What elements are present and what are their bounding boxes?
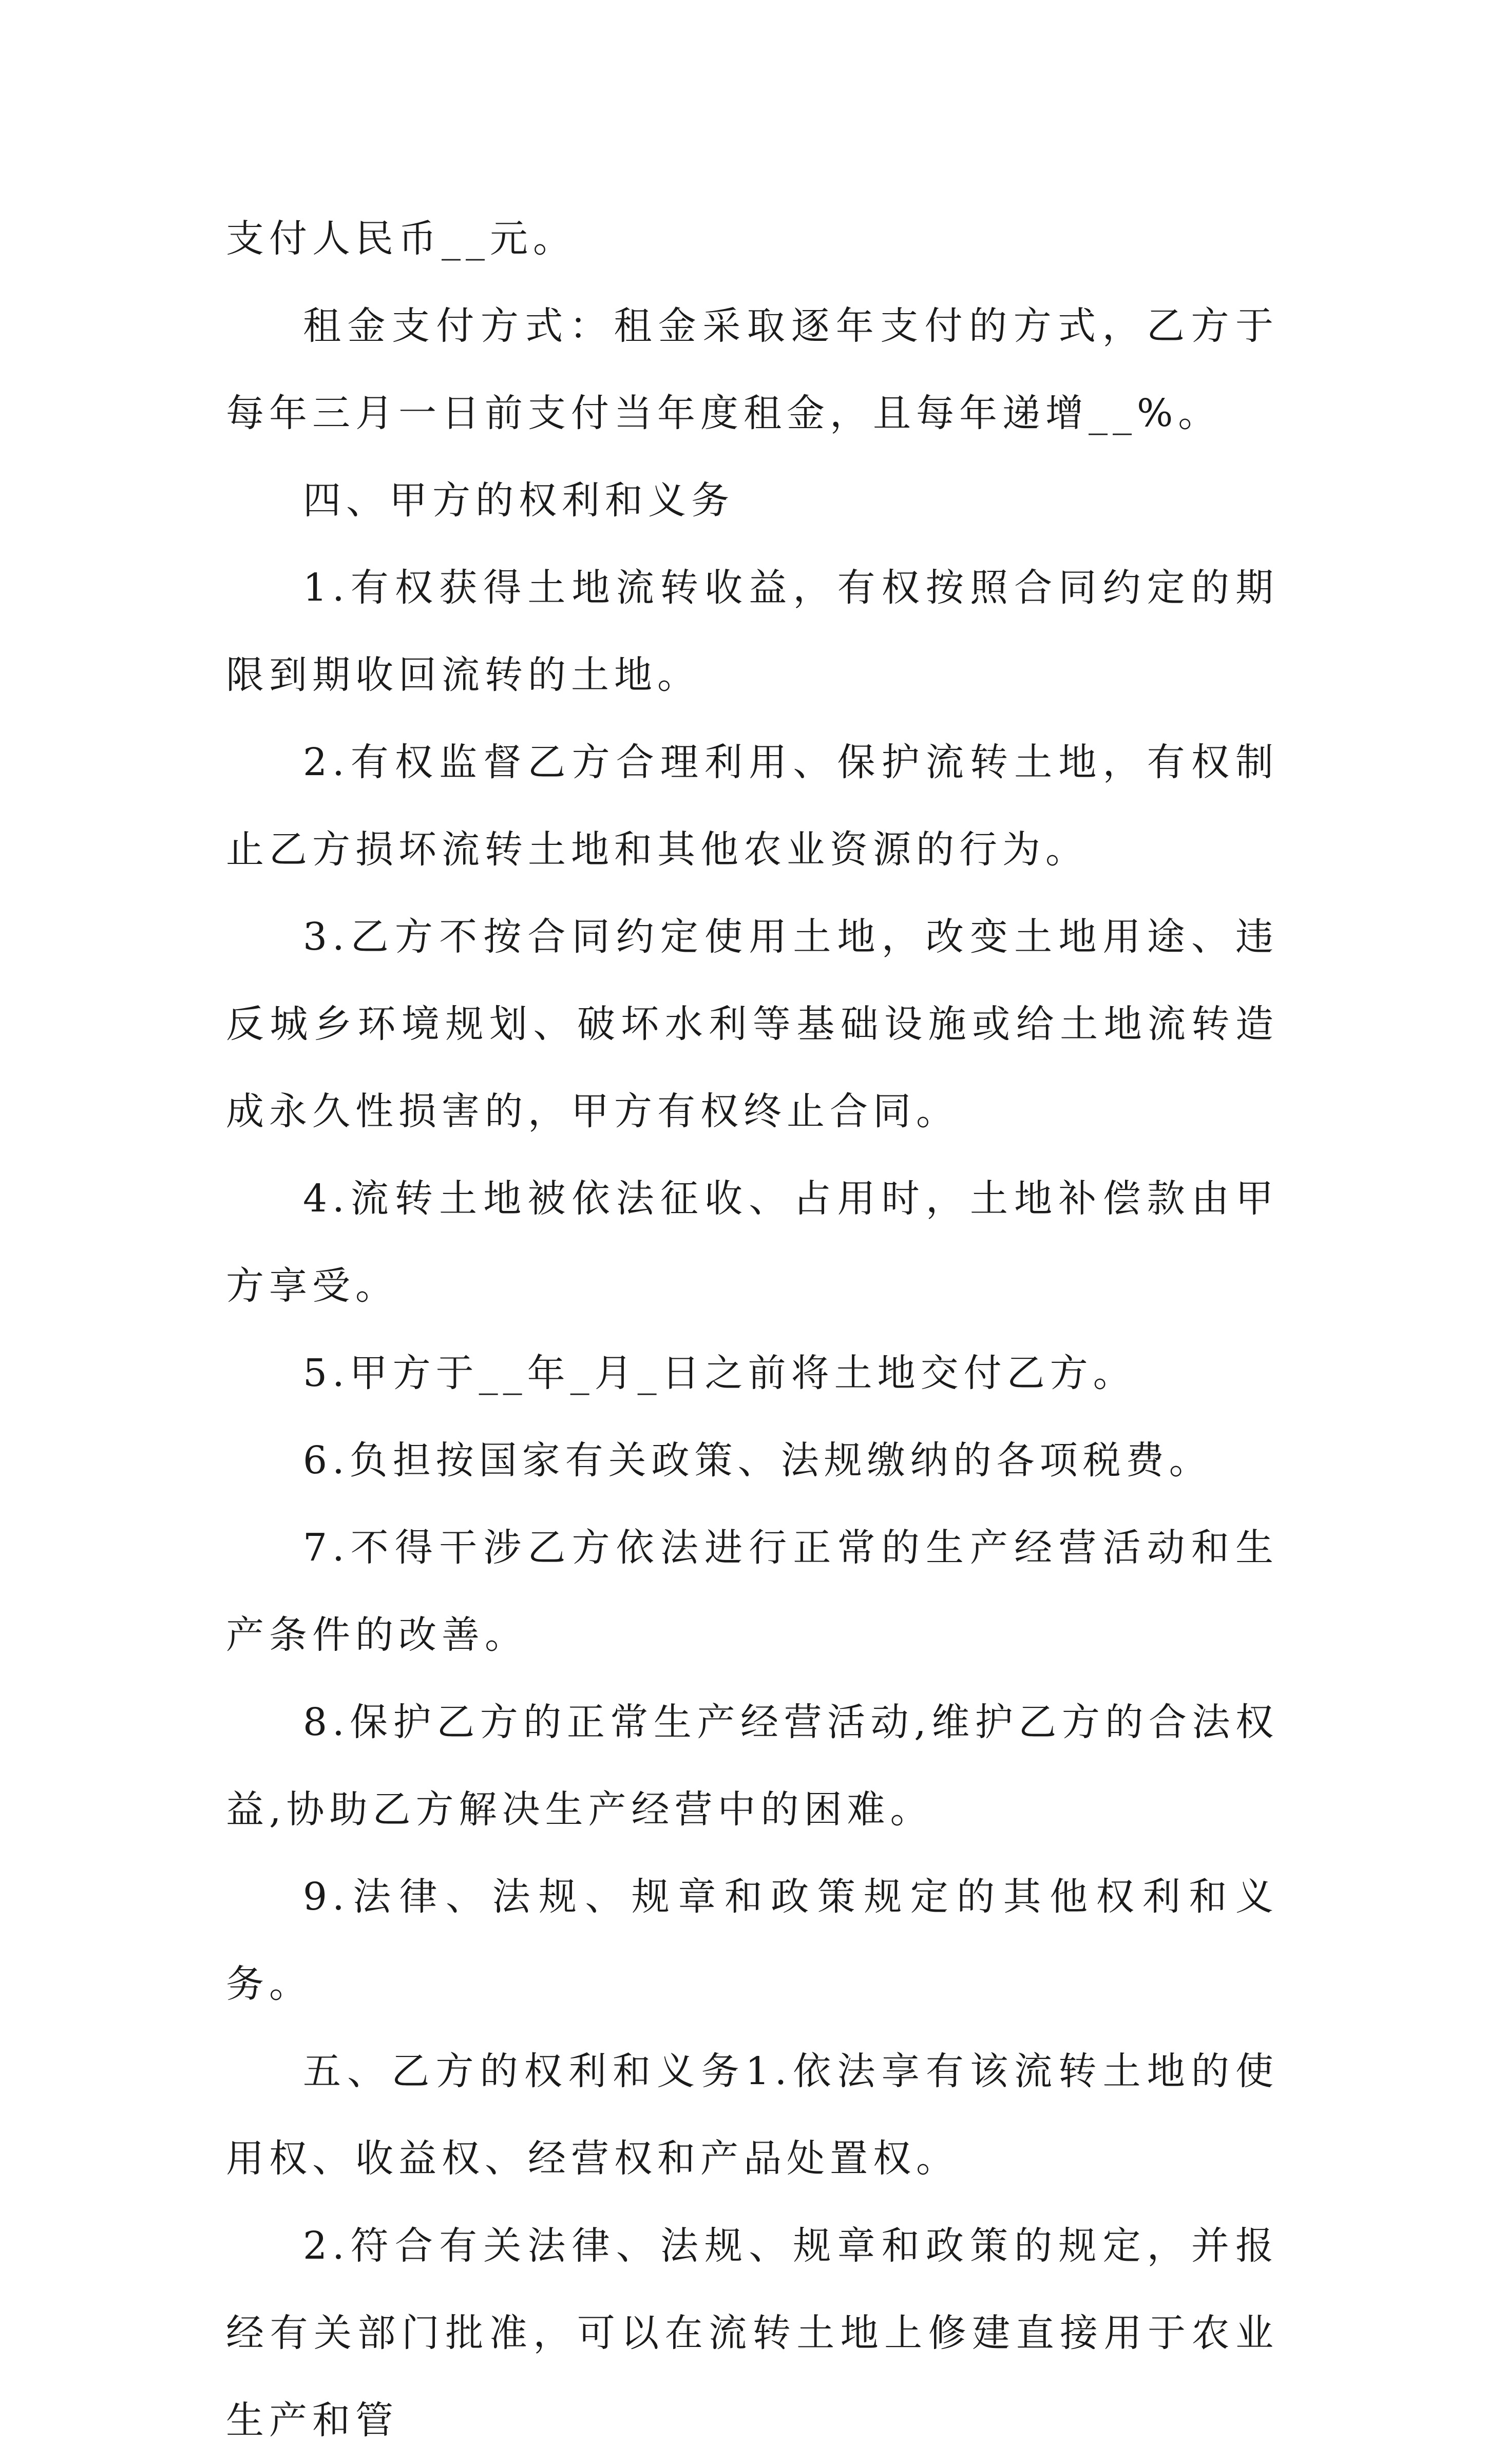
paragraph: 4.流转土地被依法征收、占用时，土地补偿款由甲方享受。 <box>226 1177 1279 1308</box>
paragraph: 2.有权监督乙方合理利用、保护流转土地，有权制止乙方损坏流转土地和其他农业资源的行为。 <box>226 740 1279 872</box>
section-heading: 四、甲方的权利和义务 <box>303 478 734 523</box>
paragraph: 支付人民币__元。 <box>226 217 576 261</box>
paragraph: 租金支付方式：租金采取逐年支付的方式，乙方于每年三月一日前支付当年度租金，且每年递增__%。 <box>226 304 1279 435</box>
paragraph: 1.有权获得土地流转收益，有权按照合同约定的期限到期收回流转的土地。 <box>226 566 1279 697</box>
paragraph: 2.符合有关法律、法规、规章和政策的规定，并报经有关部门批准，可以在流转土地上修建直接用于农业生产和管 <box>226 2224 1279 2442</box>
paragraph: 8.保护乙方的正常生产经营活动,维护乙方的合法权益,协助乙方解决生产经营中的困难。 <box>226 1700 1279 1832</box>
contract-body <box>226 195 1279 2464</box>
paragraph: 9.法律、法规、规章和政策规定的其他权利和义务。 <box>226 1875 1279 2006</box>
paragraph: 3.乙方不按合同约定使用土地，改变土地用途、违反城乡环境规划、破坏水利等基础设施或给土地流转造成永久性损害的，甲方有权终止合同。 <box>226 915 1279 1133</box>
section-heading: 五、乙方的权利和义务1.依法享有该流转土地的使用权、收益权、经营权和产品处置权。 <box>226 2049 1279 2181</box>
paragraph: 7.不得干涉乙方依法进行正常的生产经营活动和生产条件的改善。 <box>226 1526 1279 1657</box>
paragraph: 6.负担按国家有关政策、法规缴纳的各项税费。 <box>303 1438 1212 1483</box>
paragraph: 5.甲方于__年_月_日之前将土地交付乙方。 <box>303 1351 1136 1395</box>
